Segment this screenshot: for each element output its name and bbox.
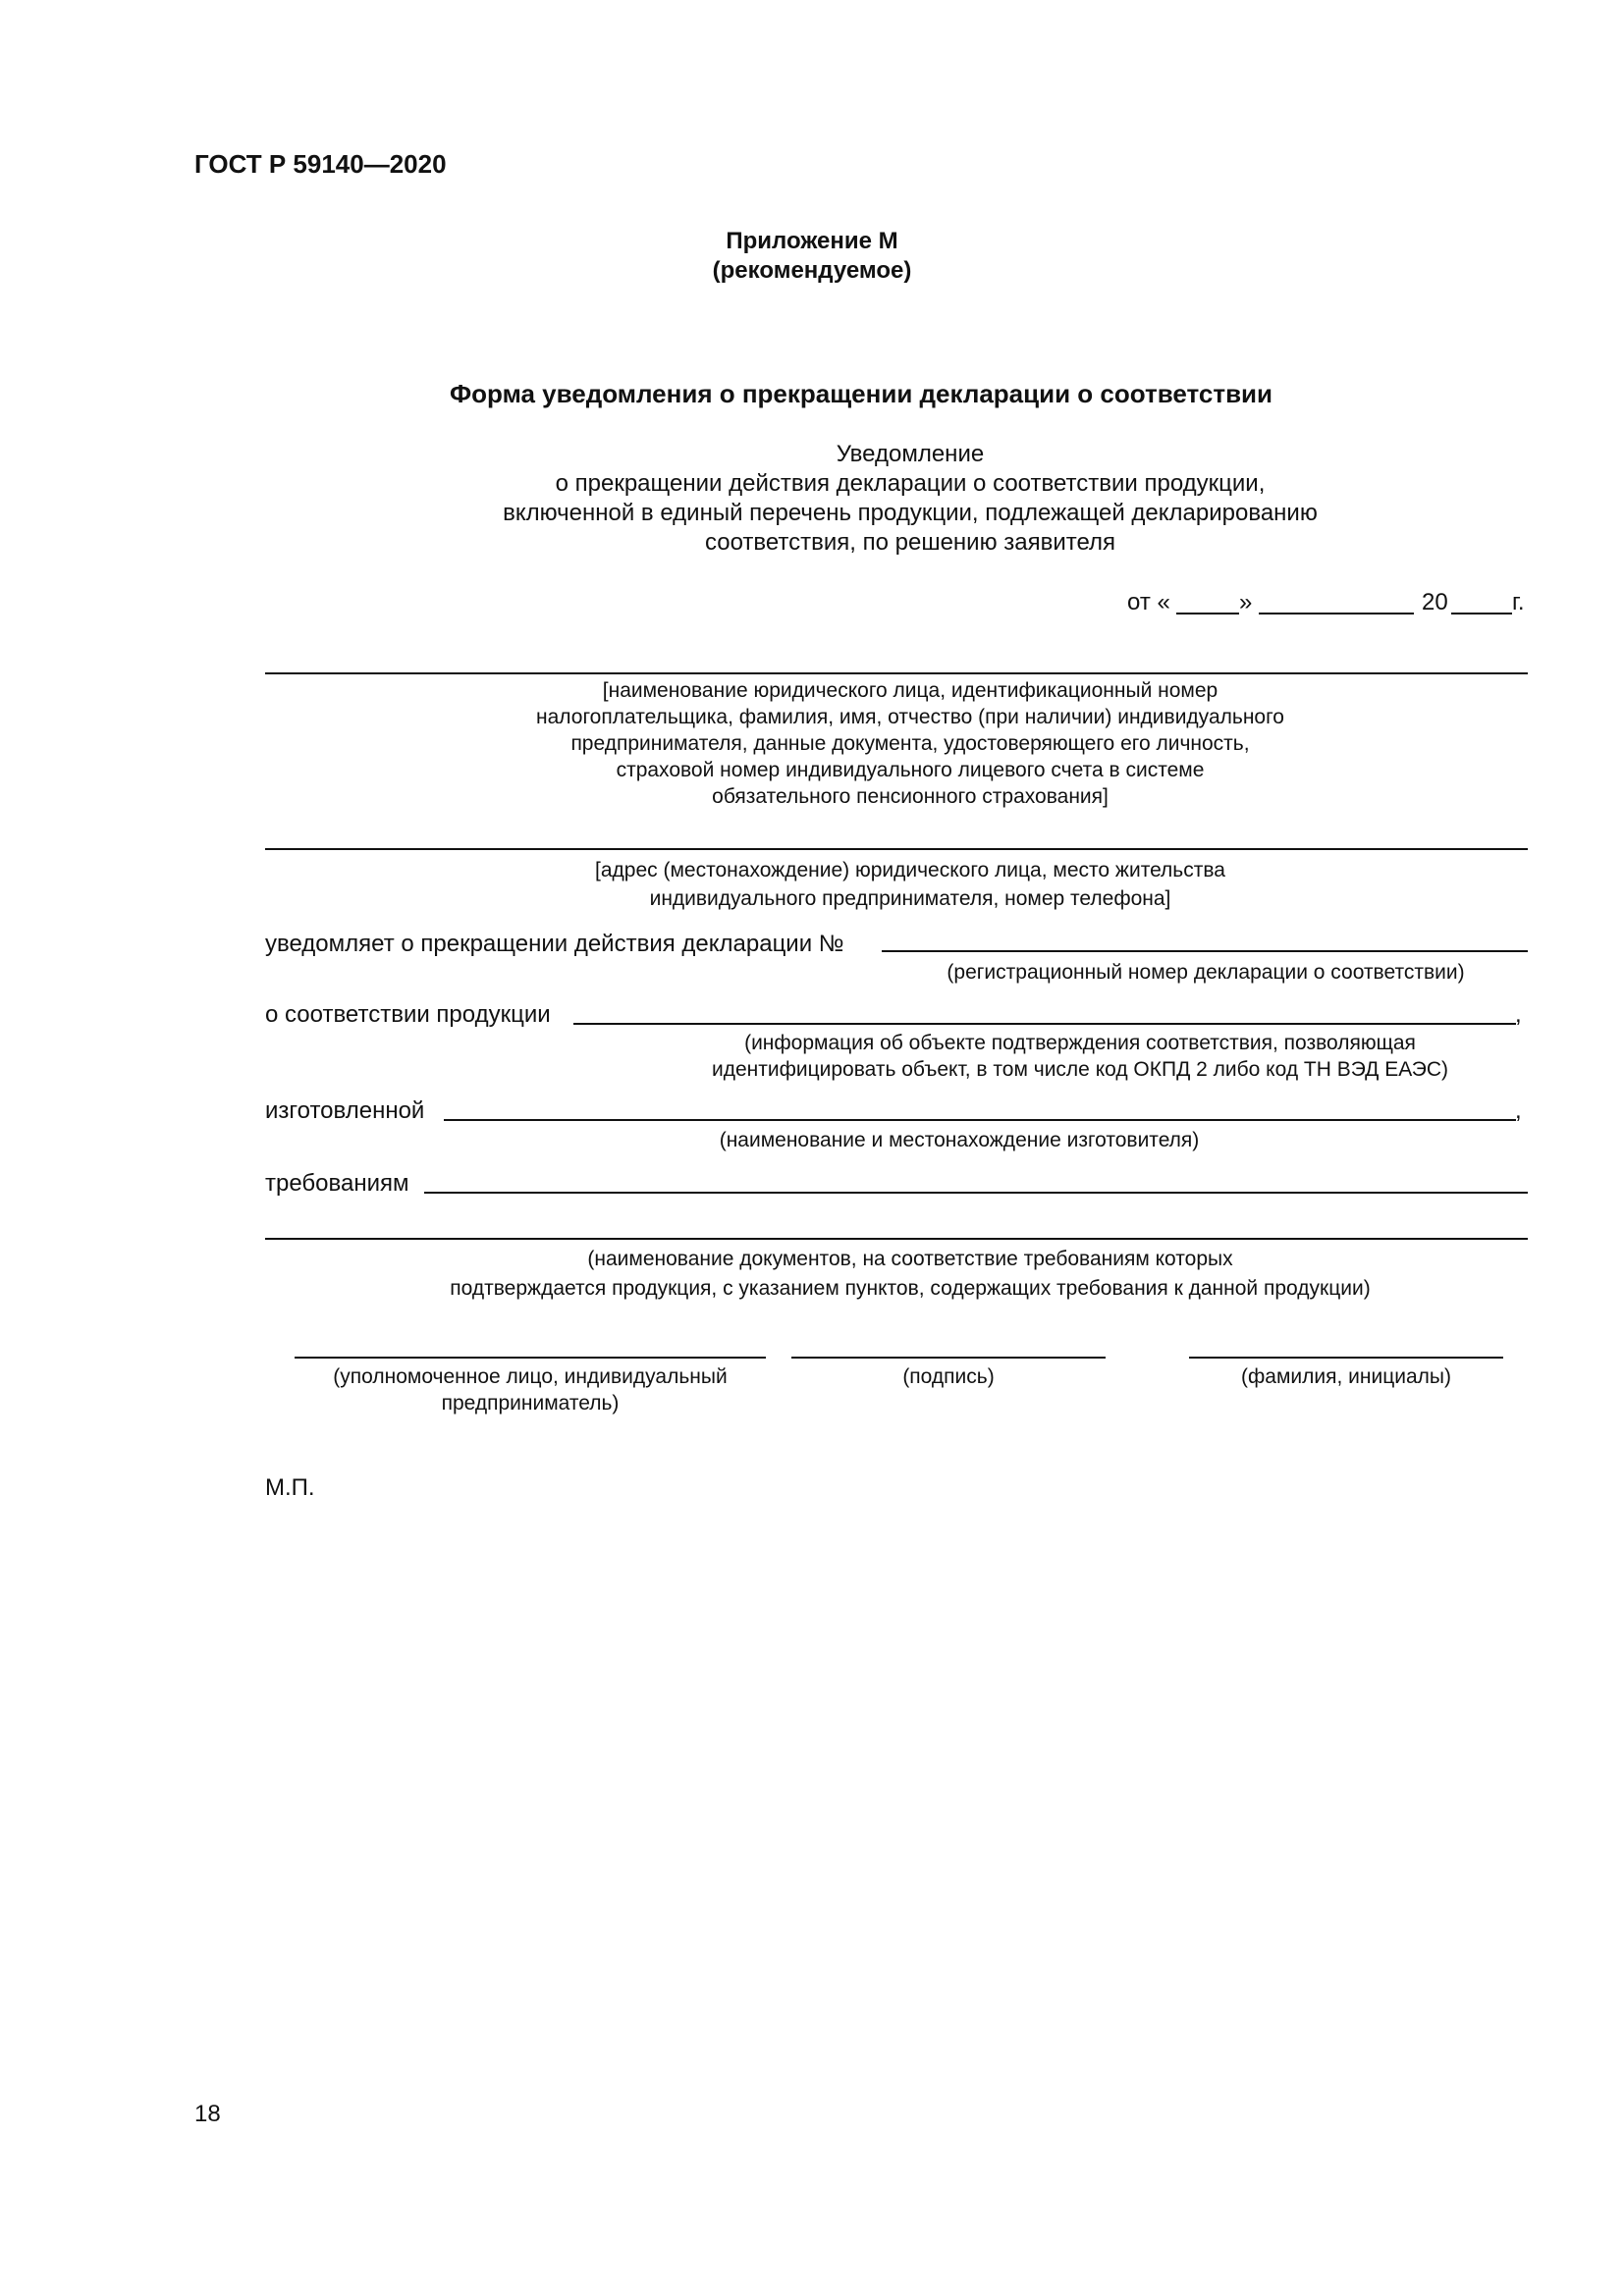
- authorized-person-caption: [295, 1363, 766, 1416]
- date-year-prefix: 20: [1422, 589, 1448, 615]
- requirements-field-line-2[interactable]: [265, 1238, 1528, 1240]
- caption-line: [адрес (местонахождение) юридического лица, место жительства: [595, 859, 1225, 881]
- caption-line: обязательного пенсионного страхования]: [712, 785, 1109, 808]
- notice-line: соответствия, по решению заявителя: [704, 529, 1116, 556]
- manufacturer-comma: ,: [1515, 1097, 1522, 1124]
- product-comma: ,: [1515, 1001, 1522, 1028]
- notice-heading-block: [370, 440, 1450, 558]
- full-name-field[interactable]: [1189, 1357, 1503, 1359]
- caption-line: страховой номер индивидуального лицевого счета в системе: [616, 759, 1205, 781]
- manufacturer-caption: (наименование и местонахождение изготовителя): [719, 1129, 1200, 1151]
- product-info-field[interactable]: [573, 1023, 1516, 1025]
- caption-line: предприниматель): [441, 1392, 620, 1415]
- caption-line: [наименование юридического лица, идентификационный номер: [602, 679, 1218, 702]
- caption-line: (уполномоченное лицо, индивидуальный: [333, 1365, 728, 1388]
- notice-heading: Уведомление: [836, 441, 985, 467]
- caption-line: идентифицировать объект, в том числе код ОКПД 2 либо код ТН ВЭД ЕАЭС): [711, 1058, 1449, 1081]
- declaration-label: уведомляет о прекращении действия декларации №: [265, 931, 844, 957]
- standard-number: ГОСТ Р 59140—2020: [194, 149, 447, 179]
- applicant-caption: [370, 677, 1450, 810]
- date-year-suffix: г.: [1512, 589, 1525, 615]
- requirements-field[interactable]: [424, 1192, 1528, 1194]
- address-caption: [370, 856, 1450, 913]
- declaration-number-field[interactable]: [882, 950, 1528, 952]
- product-caption: [609, 1030, 1551, 1083]
- applicant-name-field[interactable]: [265, 672, 1528, 674]
- product-label: о соответствии продукции: [265, 1001, 551, 1028]
- date-from-label: от «: [1127, 589, 1170, 615]
- manufacturer-label: изготовленной: [265, 1097, 425, 1124]
- address-field[interactable]: [265, 848, 1528, 850]
- requirements-caption: [321, 1245, 1499, 1304]
- seal-mark: М.П.: [265, 1474, 315, 1501]
- caption-line: налогоплательщика, фамилия, имя, отчество (при наличии) индивидуального: [536, 706, 1284, 728]
- date-close-quote: »: [1239, 589, 1253, 615]
- notice-line: о прекращении действия декларации о соответствии продукции,: [555, 470, 1266, 497]
- requirements-label: требованиям: [265, 1170, 409, 1197]
- page-number: 18: [194, 2101, 221, 2127]
- date-year-field[interactable]: [1451, 613, 1512, 614]
- authorized-person-field[interactable]: [295, 1357, 766, 1359]
- form-title: Форма уведомления о прекращении декларации о соответствии: [449, 379, 1273, 408]
- caption-line: предпринимателя, данные документа, удостоверяющего его личность,: [570, 732, 1250, 755]
- date-month-field[interactable]: [1259, 613, 1414, 614]
- appendix-title: Приложение М: [726, 228, 898, 254]
- signature-field[interactable]: [791, 1357, 1106, 1359]
- appendix-status: (рекомендуемое): [712, 257, 912, 284]
- declaration-caption: (регистрационный номер декларации о соответствии): [947, 961, 1465, 984]
- caption-line: (наименование документов, на соответствие требованиям которых: [587, 1248, 1233, 1270]
- caption-line: подтверждается продукция, с указанием пунктов, содержащих требования к данной продукции): [450, 1277, 1371, 1300]
- signature-caption: (подпись): [902, 1365, 995, 1388]
- caption-line: (информация об объекте подтверждения соответствия, позволяющая: [744, 1032, 1416, 1054]
- date-day-field[interactable]: [1176, 613, 1239, 614]
- notice-line: включенной в единый перечень продукции, подлежащей декларированию: [503, 500, 1318, 526]
- full-name-caption: (фамилия, инициалы): [1241, 1365, 1451, 1388]
- caption-line: индивидуального предпринимателя, номер телефона]: [649, 887, 1171, 910]
- manufacturer-field[interactable]: [444, 1119, 1516, 1121]
